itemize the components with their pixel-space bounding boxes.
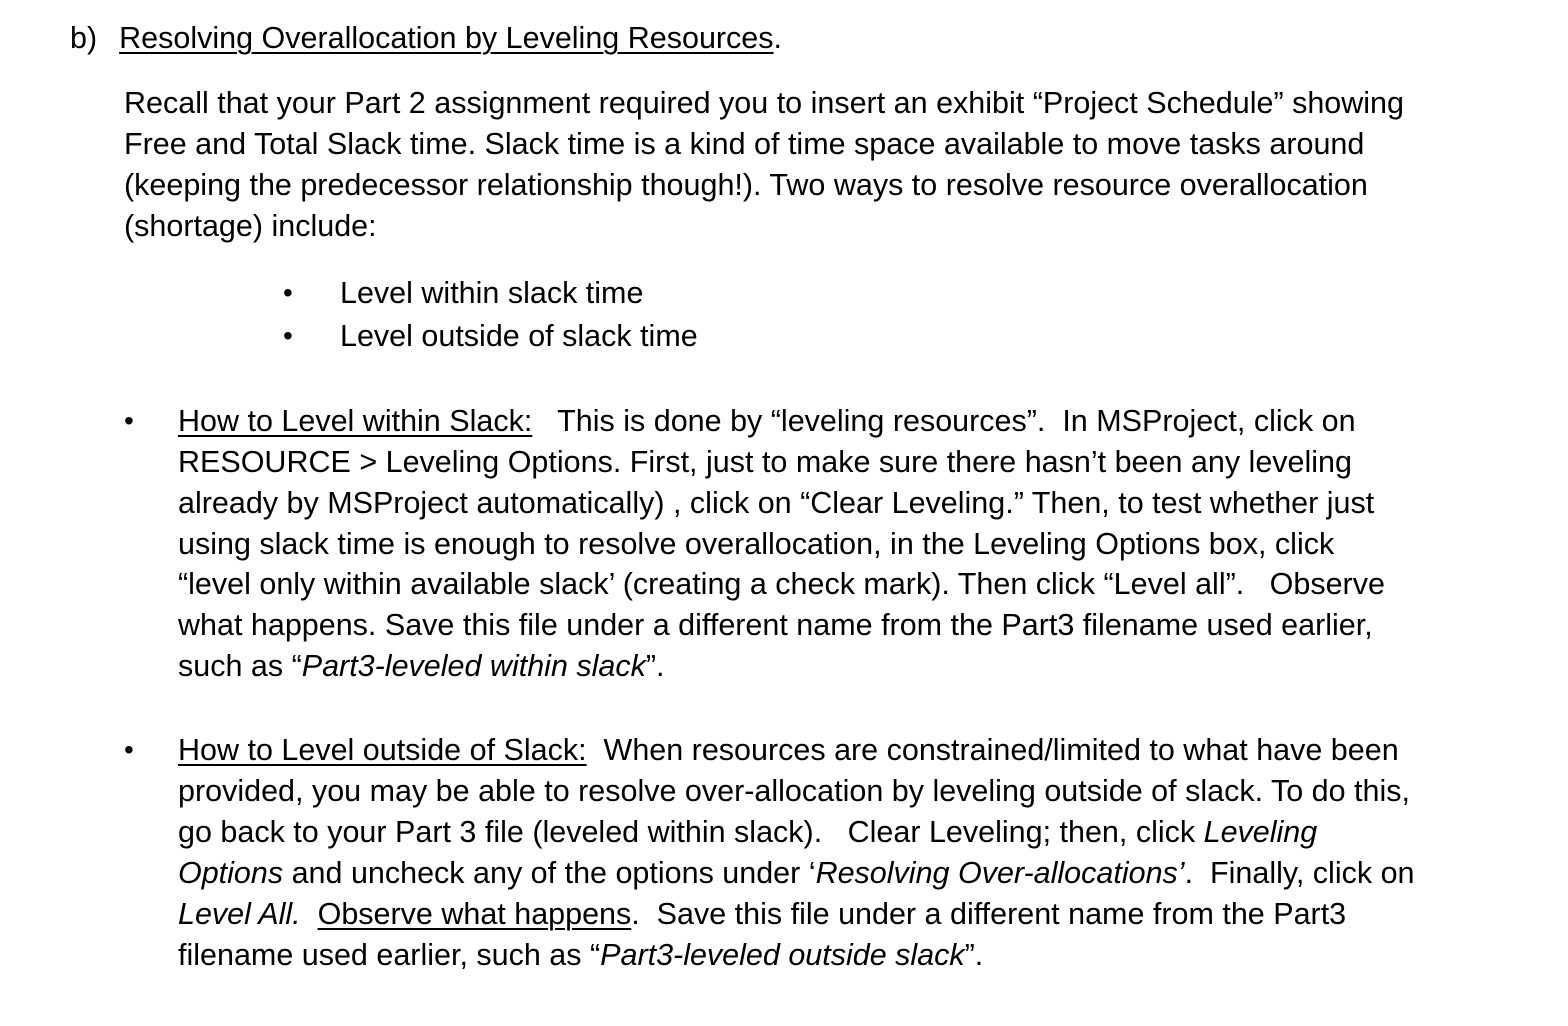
within-slack-line: such as “Part3-leveled within slack”. — [178, 649, 665, 683]
within-slack-line: RESOURCE > Leveling Options. First, just to make sure there hasn’t been any leveling — [178, 445, 1352, 479]
filename-outside: Part3-leveled outside slack — [600, 938, 965, 972]
within-slack-line: already by MSProject automatically) , click on “Clear Leveling.” Then, to test whether just — [178, 486, 1375, 520]
outside-slack-line: Level All. Observe what happens. Save this file under a different name from the Part3 — [178, 897, 1347, 931]
outside-slack-line: How to Level outside of Slack: When resources are constrained/limited to what have been — [178, 733, 1399, 767]
within-slack-line: How to Level within Slack: This is done by “leveling resources”. In MSProject, click on — [178, 404, 1356, 438]
section-marker: b) — [70, 21, 98, 55]
bullet-icon: • — [124, 405, 134, 436]
bullet-icon: • — [124, 734, 134, 765]
intro-line: (keeping the predecessor relationship though!). Two ways to resolve resource overallocation — [124, 168, 1368, 202]
outside-slack-line: Options and uncheck any of the options under ‘Resolving Over-allocations’. Finally, click on — [178, 856, 1415, 890]
bullet-icon: • — [283, 277, 293, 308]
filename-within: Part3-leveled within slack — [301, 649, 646, 683]
outside-slack-line: filename used earlier, such as “Part3-leveled outside slack”. — [178, 938, 984, 972]
outside-slack-title: How to Level outside of Slack: — [178, 733, 587, 767]
intro-line: Recall that your Part 2 assignment required you to insert an exhibit “Project Schedule” showing — [124, 86, 1404, 120]
intro-line: (shortage) include: — [124, 209, 377, 243]
within-slack-line: “level only within available slack’ (creating a check mark). Then click “Level all”. Observe — [178, 567, 1385, 601]
intro-line: Free and Total Slack time. Slack time is a kind of time space available to move tasks around — [124, 127, 1365, 161]
section-title: Resolving Overallocation by Leveling Resources — [119, 21, 774, 55]
within-slack-line: what happens. Save this file under a different name from the Part3 filename used earlier, — [178, 608, 1373, 642]
outside-slack-line: go back to your Part 3 file (leveled within slack). Clear Leveling; then, click Leveling — [178, 815, 1318, 849]
option-item: Level outside of slack time — [340, 319, 698, 353]
section-heading: b) Resolving Overallocation by Leveling Resources. — [70, 21, 783, 55]
within-slack-title: How to Level within Slack: — [178, 404, 533, 438]
bullet-icon: • — [283, 320, 293, 351]
outside-slack-line: provided, you may be able to resolve over-allocation by leveling outside of slack. To do this, — [178, 774, 1410, 808]
option-item: Level within slack time — [340, 276, 644, 310]
within-slack-line: using slack time is enough to resolve overallocation, in the Leveling Options box, click — [178, 527, 1335, 561]
